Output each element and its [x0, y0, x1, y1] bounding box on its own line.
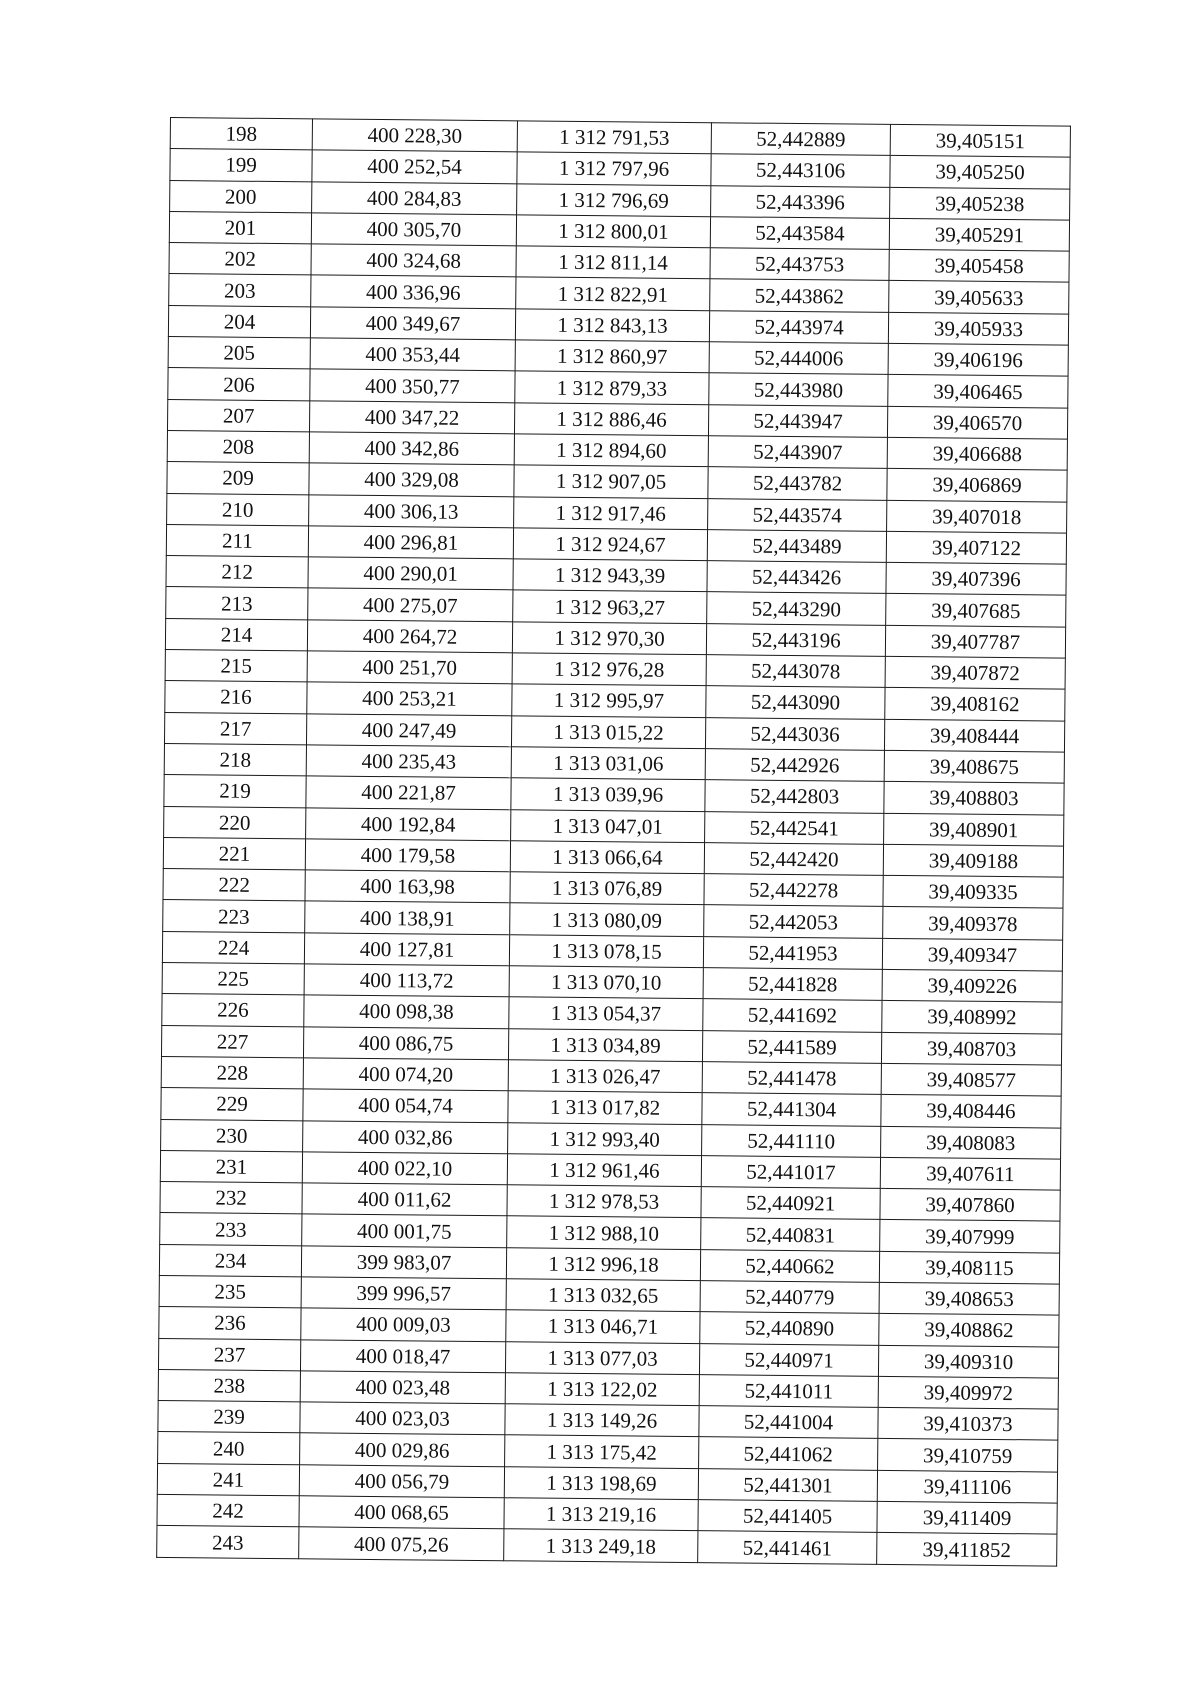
- latitude-cell: 52,440921: [701, 1187, 880, 1220]
- latitude-cell: 52,443980: [709, 373, 888, 406]
- y-coordinate-cell: 1 312 993,40: [508, 1122, 702, 1155]
- longitude-cell: 39,411852: [877, 1533, 1057, 1566]
- y-coordinate-cell: 1 312 811,14: [516, 246, 710, 279]
- latitude-cell: 52,440662: [700, 1249, 879, 1282]
- x-coordinate-cell: 400 305,70: [311, 213, 516, 246]
- point-number-cell: 206: [168, 368, 310, 401]
- y-coordinate-cell: 1 313 026,47: [508, 1060, 702, 1093]
- longitude-cell: 39,409972: [878, 1376, 1058, 1409]
- latitude-cell: 52,443196: [706, 623, 885, 656]
- y-coordinate-cell: 1 312 894,60: [514, 434, 708, 467]
- latitude-cell: 52,442541: [705, 811, 884, 844]
- y-coordinate-cell: 1 313 249,18: [504, 1529, 698, 1562]
- x-coordinate-cell: 400 068,65: [299, 1496, 504, 1529]
- latitude-cell: 52,442803: [705, 780, 884, 813]
- latitude-cell: 52,443862: [710, 279, 889, 312]
- longitude-cell: 39,409347: [882, 938, 1062, 971]
- x-coordinate-cell: 400 290,01: [308, 557, 513, 590]
- point-number-cell: 223: [163, 900, 305, 933]
- point-number-cell: 241: [157, 1463, 299, 1496]
- x-coordinate-cell: 400 086,75: [303, 1026, 508, 1059]
- latitude-cell: 52,441405: [698, 1500, 877, 1533]
- longitude-cell: 39,408115: [879, 1251, 1059, 1284]
- y-coordinate-cell: 1 312 943,39: [513, 559, 707, 592]
- point-number-cell: 200: [170, 180, 312, 213]
- point-number-cell: 219: [164, 775, 306, 808]
- latitude-cell: 52,441017: [701, 1155, 880, 1188]
- latitude-cell: 52,444006: [709, 342, 888, 375]
- latitude-cell: 52,443396: [711, 185, 890, 218]
- latitude-cell: 52,441478: [702, 1062, 881, 1095]
- x-coordinate-cell: 400 098,38: [304, 995, 509, 1028]
- latitude-cell: 52,442053: [704, 905, 883, 938]
- y-coordinate-cell: 1 313 080,09: [510, 903, 704, 936]
- y-coordinate-cell: 1 312 995,97: [512, 684, 706, 717]
- point-number-cell: 199: [170, 149, 312, 182]
- point-number-cell: 226: [162, 994, 304, 1027]
- y-coordinate-cell: 1 313 047,01: [511, 809, 705, 842]
- y-coordinate-cell: 1 313 219,16: [504, 1498, 698, 1531]
- longitude-cell: 39,409310: [878, 1345, 1058, 1378]
- x-coordinate-cell: 400 284,83: [312, 181, 517, 214]
- x-coordinate-cell: 400 023,03: [300, 1402, 505, 1435]
- x-coordinate-cell: 400 253,21: [307, 682, 512, 715]
- point-number-cell: 211: [166, 524, 308, 557]
- latitude-cell: 52,441304: [702, 1093, 881, 1126]
- x-coordinate-cell: 400 022,10: [302, 1152, 507, 1185]
- longitude-cell: 39,408862: [879, 1314, 1059, 1347]
- latitude-cell: 52,441828: [703, 968, 882, 1001]
- y-coordinate-cell: 1 313 078,15: [509, 935, 703, 968]
- y-coordinate-cell: 1 313 046,71: [506, 1310, 700, 1343]
- point-number-cell: 237: [158, 1338, 300, 1371]
- latitude-cell: 52,441110: [702, 1124, 881, 1157]
- y-coordinate-cell: 1 312 970,30: [512, 622, 706, 655]
- point-number-cell: 202: [169, 243, 311, 276]
- y-coordinate-cell: 1 313 198,69: [504, 1467, 698, 1500]
- longitude-cell: 39,407018: [887, 500, 1067, 533]
- latitude-cell: 52,443290: [707, 592, 886, 625]
- x-coordinate-cell: 400 001,75: [302, 1214, 507, 1247]
- latitude-cell: 52,443078: [706, 655, 885, 688]
- point-number-cell: 239: [158, 1401, 300, 1434]
- longitude-cell: 39,409378: [883, 907, 1063, 940]
- latitude-cell: 52,443090: [706, 686, 885, 719]
- y-coordinate-cell: 1 313 017,82: [508, 1091, 702, 1124]
- y-coordinate-cell: 1 313 054,37: [509, 997, 703, 1030]
- y-coordinate-cell: 1 313 039,96: [511, 778, 705, 811]
- x-coordinate-cell: 399 983,07: [301, 1246, 506, 1279]
- point-number-cell: 242: [157, 1495, 299, 1528]
- longitude-cell: 39,406196: [888, 343, 1068, 376]
- longitude-cell: 39,410759: [878, 1439, 1058, 1472]
- y-coordinate-cell: 1 313 149,26: [505, 1404, 699, 1437]
- latitude-cell: 52,441589: [702, 1030, 881, 1063]
- longitude-cell: 39,408446: [881, 1095, 1061, 1128]
- x-coordinate-cell: 400 350,77: [310, 369, 515, 402]
- longitude-cell: 39,409335: [883, 876, 1063, 909]
- x-coordinate-cell: 400 264,72: [307, 620, 512, 653]
- x-coordinate-cell: 400 074,20: [303, 1058, 508, 1091]
- latitude-cell: 52,440831: [701, 1218, 880, 1251]
- x-coordinate-cell: 400 228,30: [312, 119, 517, 152]
- latitude-cell: 52,442420: [704, 842, 883, 875]
- point-number-cell: 210: [167, 493, 309, 526]
- latitude-cell: 52,441692: [703, 999, 882, 1032]
- x-coordinate-cell: 400 329,08: [309, 463, 514, 496]
- y-coordinate-cell: 1 312 961,46: [507, 1154, 701, 1187]
- x-coordinate-cell: 400 296,81: [308, 526, 513, 559]
- longitude-cell: 39,408703: [881, 1032, 1061, 1065]
- x-coordinate-cell: 400 127,81: [304, 933, 509, 966]
- x-coordinate-cell: 400 138,91: [305, 901, 510, 934]
- x-coordinate-cell: 400 018,47: [300, 1339, 505, 1372]
- point-number-cell: 236: [159, 1307, 301, 1340]
- latitude-cell: 52,442889: [711, 123, 890, 156]
- y-coordinate-cell: 1 312 924,67: [513, 528, 707, 561]
- latitude-cell: 52,443907: [708, 436, 887, 469]
- latitude-cell: 52,440779: [700, 1281, 879, 1314]
- longitude-cell: 39,405933: [888, 312, 1068, 345]
- x-coordinate-cell: 400 056,79: [299, 1465, 504, 1498]
- coordinates-table-wrapper: [156, 117, 1070, 1566]
- x-coordinate-cell: 400 336,96: [311, 275, 516, 308]
- longitude-cell: 39,407872: [885, 656, 1065, 689]
- longitude-cell: 39,405238: [890, 187, 1070, 220]
- point-number-cell: 201: [169, 211, 311, 244]
- x-coordinate-cell: 400 192,84: [306, 807, 511, 840]
- y-coordinate-cell: 1 313 070,10: [509, 966, 703, 999]
- latitude-cell: 52,442278: [704, 874, 883, 907]
- longitude-cell: 39,410373: [878, 1408, 1058, 1441]
- y-coordinate-cell: 1 312 976,28: [512, 653, 706, 686]
- latitude-cell: 52,440890: [700, 1312, 879, 1345]
- point-number-cell: 224: [162, 931, 304, 964]
- latitude-cell: 52,441953: [703, 936, 882, 969]
- longitude-cell: 39,405458: [889, 250, 1069, 283]
- point-number-cell: 220: [164, 806, 306, 839]
- point-number-cell: 232: [160, 1182, 302, 1215]
- x-coordinate-cell: 400 075,26: [299, 1527, 504, 1560]
- latitude-cell: 52,440971: [699, 1343, 878, 1376]
- coordinates-table-body: [157, 118, 1071, 1566]
- point-number-cell: 215: [165, 650, 307, 683]
- latitude-cell: 52,443489: [707, 530, 886, 563]
- point-number-cell: 208: [167, 430, 309, 463]
- y-coordinate-cell: 1 312 860,97: [515, 340, 709, 373]
- point-number-cell: 243: [157, 1526, 299, 1559]
- latitude-cell: 52,443947: [708, 404, 887, 437]
- longitude-cell: 39,407396: [886, 563, 1066, 596]
- latitude-cell: 52,442926: [705, 749, 884, 782]
- latitude-cell: 52,443974: [709, 310, 888, 343]
- x-coordinate-cell: 399 996,57: [301, 1277, 506, 1310]
- x-coordinate-cell: 400 221,87: [306, 776, 511, 809]
- latitude-cell: 52,443584: [710, 217, 889, 250]
- longitude-cell: 39,407787: [885, 625, 1065, 658]
- x-coordinate-cell: 400 353,44: [310, 338, 515, 371]
- y-coordinate-cell: 1 312 822,91: [516, 277, 710, 310]
- y-coordinate-cell: 1 312 843,13: [515, 309, 709, 342]
- latitude-cell: 52,443753: [710, 248, 889, 281]
- point-number-cell: 205: [168, 337, 310, 370]
- x-coordinate-cell: 400 324,68: [311, 244, 516, 277]
- x-coordinate-cell: 400 179,58: [305, 839, 510, 872]
- point-number-cell: 238: [158, 1369, 300, 1402]
- y-coordinate-cell: 1 313 175,42: [505, 1435, 699, 1468]
- x-coordinate-cell: 400 306,13: [309, 494, 514, 527]
- y-coordinate-cell: 1 312 886,46: [514, 402, 708, 435]
- point-number-cell: 212: [166, 556, 308, 589]
- point-number-cell: 217: [164, 712, 306, 745]
- y-coordinate-cell: 1 312 988,10: [507, 1216, 701, 1249]
- y-coordinate-cell: 1 312 978,53: [507, 1185, 701, 1218]
- x-coordinate-cell: 400 342,86: [309, 432, 514, 465]
- point-number-cell: 225: [162, 962, 304, 995]
- point-number-cell: 207: [167, 399, 309, 432]
- latitude-cell: 52,441004: [699, 1406, 878, 1439]
- y-coordinate-cell: 1 312 996,18: [506, 1247, 700, 1280]
- y-coordinate-cell: 1 312 963,27: [513, 590, 707, 623]
- point-number-cell: 233: [160, 1213, 302, 1246]
- longitude-cell: 39,408803: [884, 782, 1064, 815]
- longitude-cell: 39,405151: [890, 124, 1070, 157]
- longitude-cell: 39,406688: [887, 437, 1067, 470]
- y-coordinate-cell: 1 312 796,69: [517, 183, 711, 216]
- latitude-cell: 52,443782: [708, 467, 887, 500]
- longitude-cell: 39,407611: [880, 1157, 1060, 1190]
- longitude-cell: 39,405291: [889, 218, 1069, 251]
- longitude-cell: 39,408901: [884, 813, 1064, 846]
- y-coordinate-cell: 1 313 066,64: [510, 841, 704, 874]
- point-number-cell: 230: [161, 1119, 303, 1152]
- x-coordinate-cell: 400 011,62: [302, 1183, 507, 1216]
- y-coordinate-cell: 1 312 917,46: [514, 496, 708, 529]
- coordinates-table: [156, 117, 1071, 1566]
- y-coordinate-cell: 1 312 791,53: [517, 121, 711, 154]
- y-coordinate-cell: 1 313 015,22: [511, 715, 705, 748]
- y-coordinate-cell: 1 312 800,01: [516, 215, 710, 248]
- x-coordinate-cell: 400 032,86: [303, 1120, 508, 1153]
- longitude-cell: 39,408992: [882, 1001, 1062, 1034]
- point-number-cell: 240: [158, 1432, 300, 1465]
- point-number-cell: 213: [166, 587, 308, 620]
- x-coordinate-cell: 400 252,54: [312, 150, 517, 183]
- longitude-cell: 39,409226: [882, 969, 1062, 1002]
- x-coordinate-cell: 400 163,98: [305, 870, 510, 903]
- y-coordinate-cell: 1 313 032,65: [506, 1279, 700, 1312]
- longitude-cell: 39,408577: [881, 1063, 1061, 1096]
- longitude-cell: 39,407860: [880, 1188, 1060, 1221]
- longitude-cell: 39,409188: [883, 844, 1063, 877]
- longitude-cell: 39,408675: [884, 750, 1064, 783]
- longitude-cell: 39,408444: [884, 719, 1064, 752]
- longitude-cell: 39,407685: [886, 594, 1066, 627]
- longitude-cell: 39,408162: [885, 688, 1065, 721]
- point-number-cell: 222: [163, 869, 305, 902]
- point-number-cell: 234: [159, 1244, 301, 1277]
- y-coordinate-cell: 1 312 797,96: [517, 152, 711, 185]
- longitude-cell: 39,408083: [881, 1126, 1061, 1159]
- latitude-cell: 52,443426: [707, 561, 886, 594]
- point-number-cell: 198: [170, 118, 312, 151]
- x-coordinate-cell: 400 347,22: [309, 401, 514, 434]
- point-number-cell: 228: [161, 1056, 303, 1089]
- y-coordinate-cell: 1 313 076,89: [510, 872, 704, 905]
- longitude-cell: 39,406570: [887, 406, 1067, 439]
- point-number-cell: 209: [167, 462, 309, 495]
- longitude-cell: 39,406465: [888, 375, 1068, 408]
- longitude-cell: 39,405633: [889, 281, 1069, 314]
- point-number-cell: 235: [159, 1275, 301, 1308]
- point-number-cell: 227: [161, 1025, 303, 1058]
- point-number-cell: 231: [160, 1150, 302, 1183]
- latitude-cell: 52,441301: [698, 1468, 877, 1501]
- y-coordinate-cell: 1 313 077,03: [505, 1341, 699, 1374]
- point-number-cell: 214: [165, 618, 307, 651]
- y-coordinate-cell: 1 312 879,33: [515, 371, 709, 404]
- y-coordinate-cell: 1 313 034,89: [508, 1028, 702, 1061]
- point-number-cell: 221: [163, 837, 305, 870]
- x-coordinate-cell: 400 247,49: [306, 713, 511, 746]
- x-coordinate-cell: 400 113,72: [304, 964, 509, 997]
- x-coordinate-cell: 400 029,86: [300, 1433, 505, 1466]
- longitude-cell: 39,408653: [879, 1282, 1059, 1315]
- longitude-cell: 39,407999: [880, 1220, 1060, 1253]
- point-number-cell: 203: [169, 274, 311, 307]
- point-number-cell: 229: [161, 1088, 303, 1121]
- x-coordinate-cell: 400 023,48: [300, 1371, 505, 1404]
- latitude-cell: 52,441461: [698, 1531, 877, 1564]
- x-coordinate-cell: 400 349,67: [310, 307, 515, 340]
- latitude-cell: 52,443106: [711, 154, 890, 187]
- latitude-cell: 52,441062: [699, 1437, 878, 1470]
- latitude-cell: 52,443574: [708, 498, 887, 531]
- longitude-cell: 39,405250: [890, 156, 1070, 189]
- longitude-cell: 39,406869: [887, 469, 1067, 502]
- longitude-cell: 39,411106: [877, 1470, 1057, 1503]
- point-number-cell: 216: [165, 681, 307, 714]
- y-coordinate-cell: 1 313 122,02: [505, 1373, 699, 1406]
- point-number-cell: 204: [168, 305, 310, 338]
- point-number-cell: 218: [164, 743, 306, 776]
- longitude-cell: 39,407122: [886, 531, 1066, 564]
- latitude-cell: 52,443036: [705, 717, 884, 750]
- x-coordinate-cell: 400 275,07: [308, 588, 513, 621]
- x-coordinate-cell: 400 054,74: [303, 1089, 508, 1122]
- y-coordinate-cell: 1 313 031,06: [511, 747, 705, 780]
- y-coordinate-cell: 1 312 907,05: [514, 465, 708, 498]
- latitude-cell: 52,441011: [699, 1375, 878, 1408]
- x-coordinate-cell: 400 235,43: [306, 745, 511, 778]
- x-coordinate-cell: 400 251,70: [307, 651, 512, 684]
- longitude-cell: 39,411409: [877, 1501, 1057, 1534]
- x-coordinate-cell: 400 009,03: [301, 1308, 506, 1341]
